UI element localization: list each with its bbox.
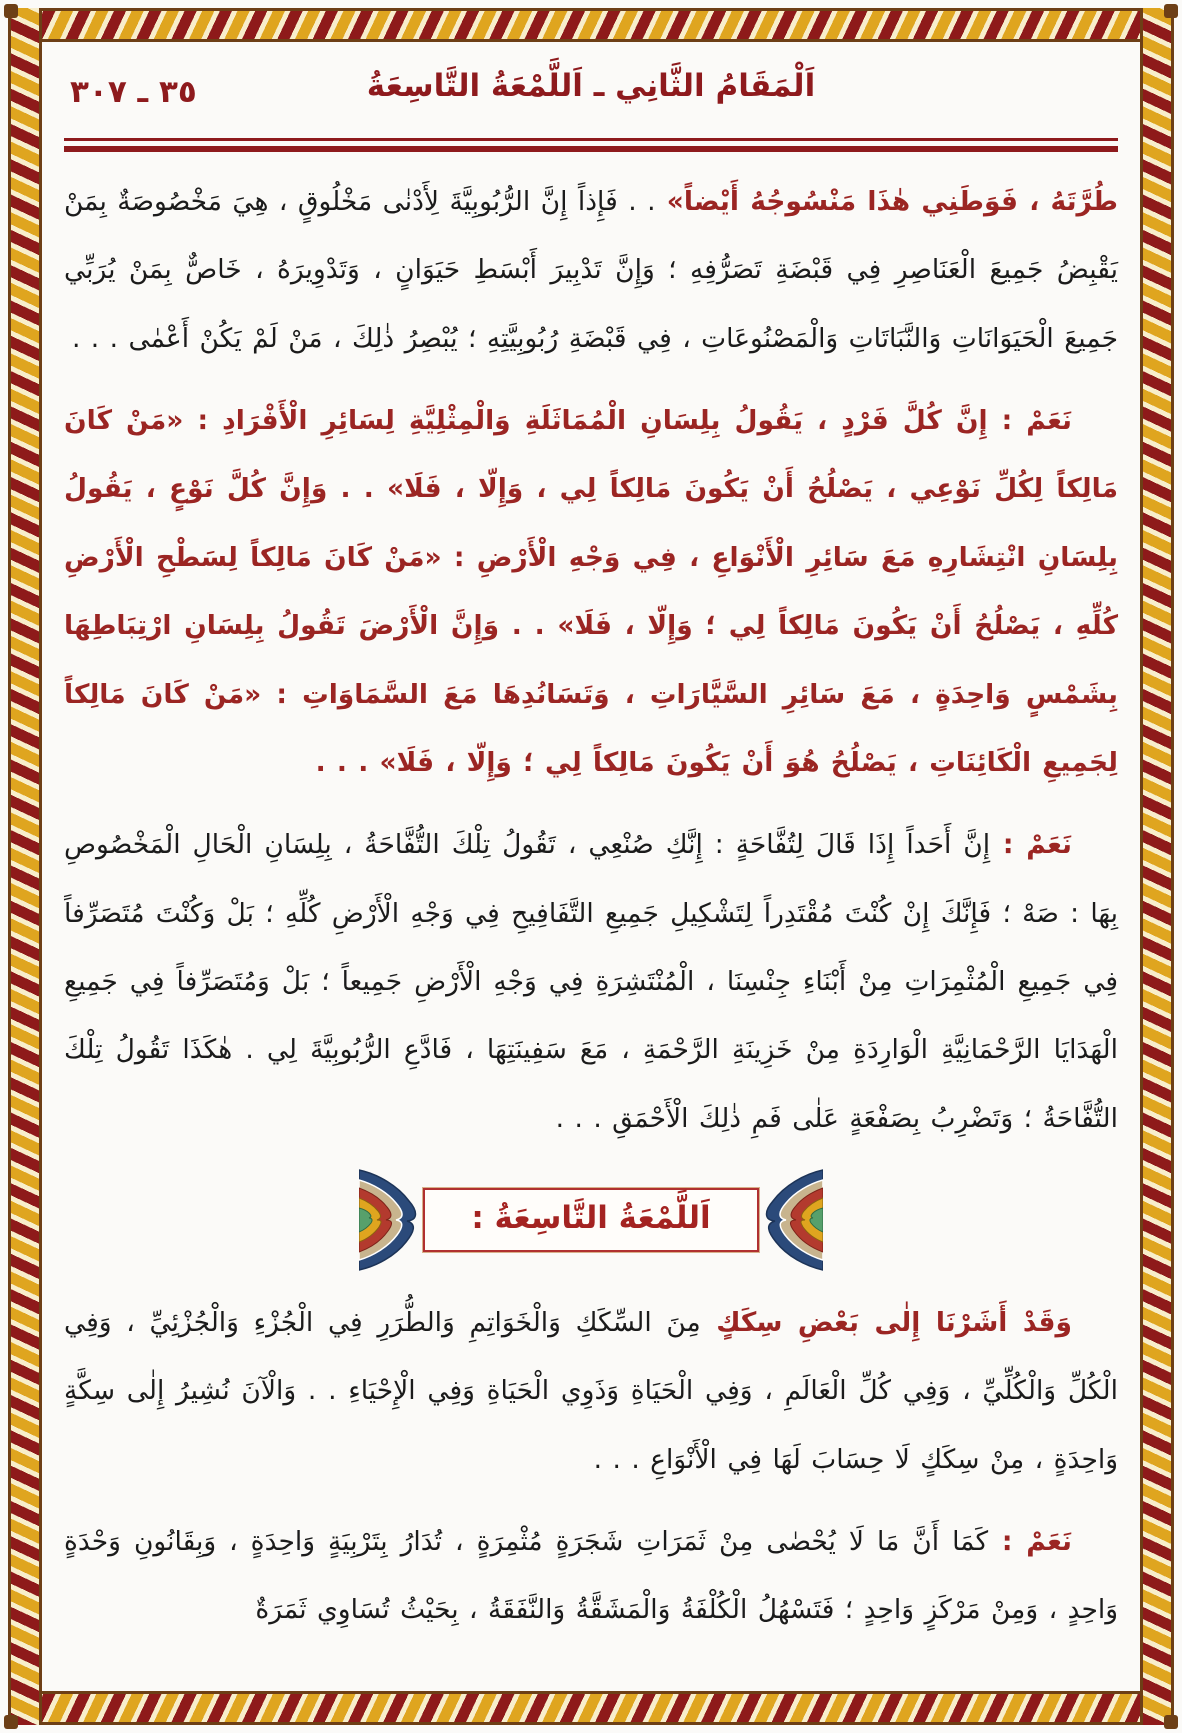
page-title: اَلْمَقَامُ الثَّانِي ـ اَللَّمْعَةُ التَّاسِعَةُ [366, 68, 816, 104]
text-segment-black: إِنَّ أَحَداً إِذَا قَالَ لِتُفَّاحَةٍ : إِنَّكِ صُنْعِي ، تَقُولُ تِلْكَ التُّفَّاحَةُ ، بِلِسَانِ الْحَالِ الْمَخْصُوصِ بِهَا : صَهْ ؛ فَإِنَّكَ إِنْ كُنْتَ مُقْتَدِراً لِتَشْكِيلِ جَمِيعِ التَّفَافِيحِ فِي وَجْهِ الْأَرْضِ كُلِّهِ ؛ بَلْ وَكُنْتَ مُتَصَرِّفاً فِي جَمِيعِ الْمُثْمِرَاتِ مِنْ أَبْنَاءِ جِنْسِنَا ، الْمُنْتَشِرَةِ فِي وَجْهِ الْأَرْضِ جَمِيعاً ؛ بَلْ وَمُتَصَرِّفاً فِي جَمِيعِ الْهَدَايَا الرَّحْمَانِيَّةِ الْوَارِدَةِ مِنْ خَزِينَةِ الرَّحْمَةِ ، مَعَ سَفِينَتِهَا ، فَادَّعِ الرُّبُوبِيَّةَ لِي . هٰكَذَا تَقُولُ تِلْكَ التُّفَّاحَةُ ؛ وَتَضْرِبُ بِصَفْعَةٍ عَلٰى فَمِ ذٰلِكَ الْأَحْمَقِ . . . [64, 829, 1118, 1134]
section-heading-label: اَللَّمْعَةُ التَّاسِعَةُ : [423, 1188, 758, 1252]
border-corner-bottom-left [4, 1715, 18, 1729]
text-segment-red: نَعَمْ : [990, 829, 1072, 861]
arabesque-ornament-icon [759, 1168, 823, 1272]
paragraph [64, 1508, 1118, 1645]
page-header [64, 68, 1118, 124]
text-segment-red: نَعَمْ : [988, 1526, 1072, 1558]
header-divider-rule [64, 138, 1118, 152]
arabesque-ornament-icon [359, 1168, 423, 1272]
border-corner-bottom-right [1164, 1715, 1178, 1729]
section-heading [64, 1167, 1118, 1273]
body-text [64, 168, 1118, 1645]
text-segment-red: وَقَدْ أَشَرْنَا إِلٰى بَعْضِ سِكَكٍ [700, 1307, 1072, 1339]
paragraph [64, 1289, 1118, 1494]
paragraph [64, 811, 1118, 1153]
paragraph [64, 168, 1118, 373]
border-chain-bottom [8, 1691, 1174, 1725]
border-corner-top-left [4, 4, 18, 18]
border-chain-left [8, 8, 42, 1725]
border-chain-right [1140, 8, 1174, 1725]
text-segment-black: مِنَ السِّكَكِ وَالْخَوَاتِمِ وَالطُّرَرِ فِي الْجُزْءِ وَالْجُزْئِيِّ ، وَفِي الْكُلِّ وَالْكُلِّيِّ ، وَفِي كُلِّ الْعَالَمِ ، وَفِي الْحَيَاةِ وَذَوِي الْحَيَاةِ وَفِي الْإِحْيَاءِ . . وَالْآنَ نُشِيرُ إِلٰى سِكَّةٍ وَاحِدَةٍ ، مِنْ سِكَكٍ لَا حِسَابَ لَهَا فِي الْأَنْوَاعِ . . . [64, 1307, 1118, 1475]
border-chain-top [8, 8, 1174, 42]
page-content [42, 42, 1140, 1691]
text-segment-black: كَمَا أَنَّ مَا لَا يُحْصٰى مِنْ ثَمَرَاتِ شَجَرَةٍ مُثْمِرَةٍ ، تُدَارُ بِتَرْبِيَةٍ وَاحِدَةٍ ، وَبِقَانُونِ وَحْدَةٍ وَاحِدٍ ، وَمِنْ مَرْكَزٍ وَاحِدٍ ؛ فَتَسْهُلُ الْكُلْفَةُ وَالْمَشَقَّةُ وَالنَّفَقَةُ ، بِحَيْثُ تُسَاوِي ثَمَرَةٌ [64, 1526, 1118, 1626]
paragraph [64, 387, 1118, 797]
text-segment-red: نَعَمْ : إِنَّ كُلَّ فَرْدٍ ، يَقُولُ بِلِسَانِ الْمُمَاثَلَةِ وَالْمِثْلِيَّةِ لِسَائِرِ الْأَفْرَادِ : «مَنْ كَانَ مَالِكاً لِكُلِّ نَوْعِي ، يَصْلُحُ أَنْ يَكُونَ مَالِكاً لِي ، وَإِلّا ، فَلَا» . . وَإِنَّ كُلَّ نَوْعٍ ، يَقُولُ بِلِسَانِ انْتِشَارِهِ مَعَ سَائِرِ الْأَنْوَاعِ ، فِي وَجْهِ الْأَرْضِ : «مَنْ كَانَ مَالِكاً لِسَطْحِ الْأَرْضِ كُلِّهِ ، يَصْلُحُ أَنْ يَكُونَ مَالِكاً لِي ؛ وَإِلّا ، فَلَا» . . وَإِنَّ الْأَرْضَ تَقُولُ بِلِسَانِ ارْتِبَاطِهَا بِشَمْسٍ وَاحِدَةٍ ، مَعَ سَائِرِ السَّيَّارَاتِ ، وَتَسَانُدِهَا مَعَ السَّمَاوَاتِ : «مَنْ كَانَ مَالِكاً لِجَمِيعِ الْكَائِنَاتِ ، يَصْلُحُ هُوَ أَنْ يَكُونَ مَالِكاً لِي ؛ وَإِلّا ، فَلَا» . . . [64, 405, 1118, 778]
text-segment-black: . . فَإِذاً إِنَّ الرُّبُوبِيَّةَ لِأَدْنٰى مَخْلُوقٍ ، هِيَ مَخْصُوصَةٌ بِمَنْ يَقْبِضُ جَمِيعَ الْعَنَاصِرِ فِي قَبْضَةِ تَصَرُّفِهِ ؛ وَإِنَّ تَدْبِيرَ أَبْسَطِ حَيَوَانٍ ، وَتَدْوِيرَهُ ، خَاصٌّ بِمَنْ يُرَبِّي جَمِيعَ الْحَيَوَانَاتِ وَالنَّبَاتَاتِ وَالْمَصْنُوعَاتِ ، فِي قَبْضَةِ رُبُوبِيَّتِهِ ؛ يُبْصِرُ ذٰلِكَ ، مَنْ لَمْ يَكُنْ أَعْمٰى . . . [64, 186, 1118, 354]
text-segment-red: طُرَّتَهُ ، فَوَطَنِي هٰذَا مَنْسُوجُهُ أَيْضاً» [655, 186, 1118, 217]
page-number: ٣٥ ـ ٣٠٧ [70, 74, 197, 110]
border-corner-top-right [1164, 4, 1178, 18]
